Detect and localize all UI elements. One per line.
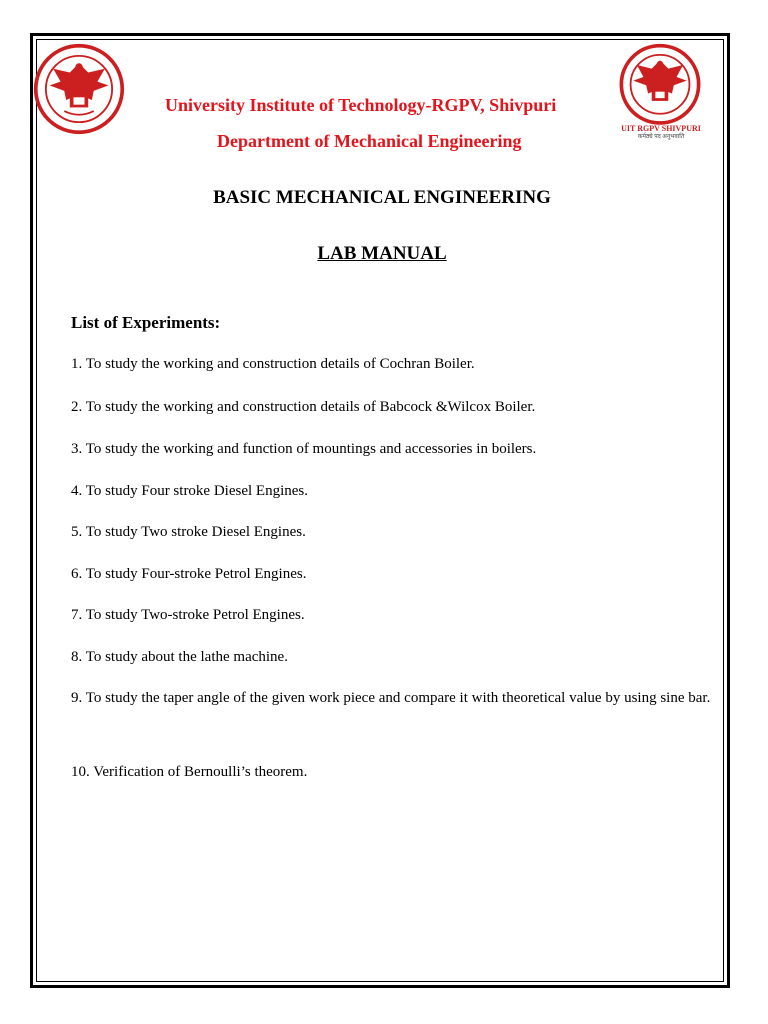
experiment-item: 3. To study the working and function of mountings and accessories in boilers. <box>71 441 537 457</box>
experiment-item: 1. To study the working and construction details of Cochran Boiler. <box>71 356 475 372</box>
document-title: BASIC MECHANICAL ENGINEERING <box>213 187 551 208</box>
department-name: Department of Mechanical Engineering <box>217 131 522 151</box>
page-border-inner <box>36 39 724 982</box>
experiment-item: 6. To study Four-stroke Petrol Engines. <box>71 566 307 582</box>
uit-rgpv-logo-right <box>614 42 706 134</box>
institute-name: University Institute of Technology-RGPV, Shivpuri <box>165 95 557 115</box>
logo-caption <box>606 124 716 142</box>
experiment-item: 4. To study Four stroke Diesel Engines. <box>71 483 308 499</box>
experiments-heading: List of Experiments: <box>71 313 221 332</box>
document-subtitle: LAB MANUAL <box>317 243 447 264</box>
experiment-item: 7. To study Two-stroke Petrol Engines. <box>71 607 305 623</box>
experiment-item: 5. To study Two stroke Diesel Engines. <box>71 524 306 540</box>
uit-rgpv-logo-left <box>33 43 125 135</box>
logo-caption-text: UIT RGPV SHIVPURI <box>621 124 701 133</box>
logo-subcaption-text: कर्मठ्ये पद अनुभवाति <box>637 134 685 140</box>
experiment-item: 9. To study the taper angle of the given work piece and compare it with theoretical value by using sine bar. <box>71 690 711 706</box>
experiment-item: 10. Verification of Bernoulli’s theorem. <box>71 764 308 780</box>
experiment-item: 2. To study the working and construction details of Babcock &Wilcox Boiler. <box>71 399 536 415</box>
experiment-item: 8. To study about the lathe machine. <box>71 649 288 665</box>
